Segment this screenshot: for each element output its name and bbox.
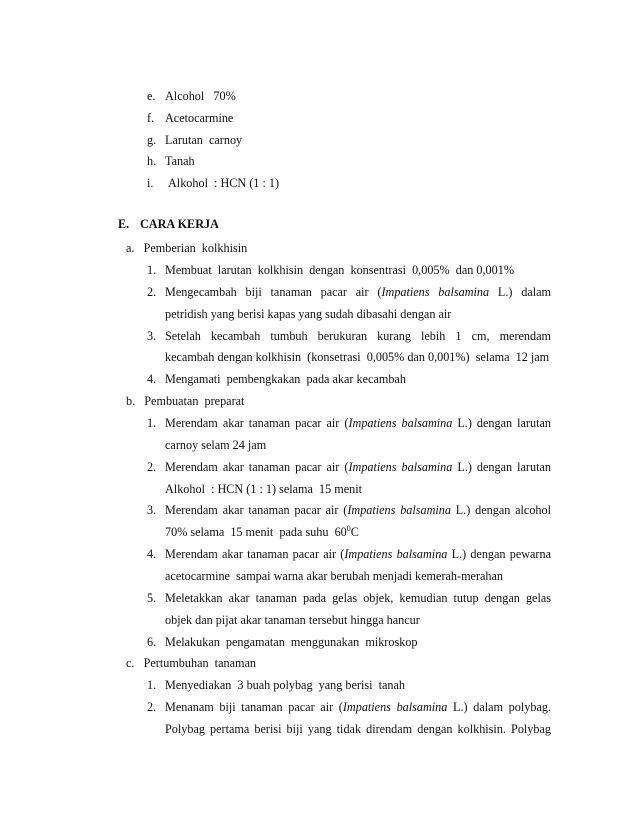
step-number: 4. (147, 372, 157, 386)
list-item-letter: e. (147, 89, 156, 103)
step-text-continued: 70% selama 15 menit pada suhu $60^0C$ (165, 523, 359, 539)
step-text: Melakukan pengamatan menggunakan mikroskop (165, 635, 418, 649)
species-name: Impatiens balsamina (381, 285, 490, 299)
subsection-heading: a. Pemberian kolkhisin (126, 241, 248, 255)
list-item-letter: f. (147, 111, 155, 125)
step-number: 3. (147, 503, 157, 517)
step-number: 2. (147, 460, 157, 474)
step-text: Mengamati pembengkakan pada akar kecambah (165, 372, 406, 386)
list-item-text: Acetocarmine (165, 111, 234, 125)
step-number: 1. (147, 263, 157, 277)
list-item-text: Alcohol 70% (165, 89, 236, 103)
list-item-letter: i. (147, 176, 154, 190)
step-text: Merendam akar tanaman pacar air (Impatiens balsamina L.) dengan larutan (165, 460, 551, 474)
step-text-continued: petridish yang berisi kapas yang sudah dibasahi dengan air (165, 307, 452, 321)
subsection-heading: b. Pembuatan preparat (126, 394, 245, 408)
species-name: Impatiens balsamina (347, 503, 451, 517)
step-number: 6. (147, 635, 157, 649)
step-text-continued: Alkohol : HCN (1 : 1) selama 15 menit (165, 482, 363, 496)
step-number: 2. (147, 285, 157, 299)
step-text: Merendam akar tanaman pacar air (Impatiens balsamina L.) dengan alcohol (165, 503, 551, 517)
step-text: Mengecambah biji tanaman pacar air (Impatiens balsamina L.) dalam (165, 285, 551, 299)
step-text-continued: Polybag pertama berisi biji yang tidak direndam dengan kolkhisin. Polybag (165, 722, 551, 736)
step-number: 1. (147, 416, 157, 430)
list-item-text: Larutan carnoy (165, 133, 243, 147)
section-letter: E. (118, 217, 130, 231)
step-text: Setelah kecambah tumbuh berukuran kurang lebih 1 cm, merendam (165, 329, 551, 343)
step-text-continued: carnoy selam 24 jam (165, 438, 267, 452)
section-title: CARA KERJA (140, 217, 219, 231)
subsection-heading: c. Pertumbuhan tanaman (126, 656, 256, 670)
list-item-text: Tanah (165, 154, 195, 168)
list-item-text: Alkohol : HCN (1 : 1) (168, 176, 280, 190)
step-text-continued: acetocarmine sampai warna akar berubah menjadi kemerah-merahan (165, 569, 504, 583)
step-text: Membuat larutan kolkhisin dengan konsentrasi 0,005% dan 0,001% (165, 263, 514, 277)
list-item-letter: h. (147, 154, 157, 168)
list-item-letter: g. (147, 133, 157, 147)
step-number: 3. (147, 329, 157, 343)
step-number: 1. (147, 678, 157, 692)
step-number: 2. (147, 700, 157, 714)
step-text-continued: kecambah dengan kolkhisin (konsetrasi 0,005% dan 0,001%) selama 12 jam (165, 350, 550, 364)
step-number: 5. (147, 591, 157, 605)
step-text-continued: objek dan pijat akar tanaman tersebut hingga hancur (165, 613, 420, 627)
step-text: Merendam akar tanaman pacar air (Impatiens balsamina L.) dengan pewarna (165, 547, 551, 561)
species-name: Impatiens balsamina (348, 460, 453, 474)
species-name: Impatiens balsamina (344, 547, 448, 561)
step-text: Merendam akar tanaman pacar air (Impatiens balsamina L.) dengan larutan (165, 416, 551, 430)
species-name: Impatiens balsamina (348, 416, 453, 430)
species-name: Impatiens balsamina (342, 700, 448, 714)
degree-superscript: 0 (346, 523, 351, 533)
step-text: Meletakkan akar tanaman pada gelas objek, kemudian tutup dengan gelas (165, 591, 551, 605)
step-number: 4. (147, 547, 157, 561)
step-text: Menyediakan 3 buah polybag yang berisi tanah (165, 678, 405, 692)
step-text: Menanam biji tanaman pacar air (Impatiens balsamina L.) dalam polybag. (165, 700, 551, 714)
